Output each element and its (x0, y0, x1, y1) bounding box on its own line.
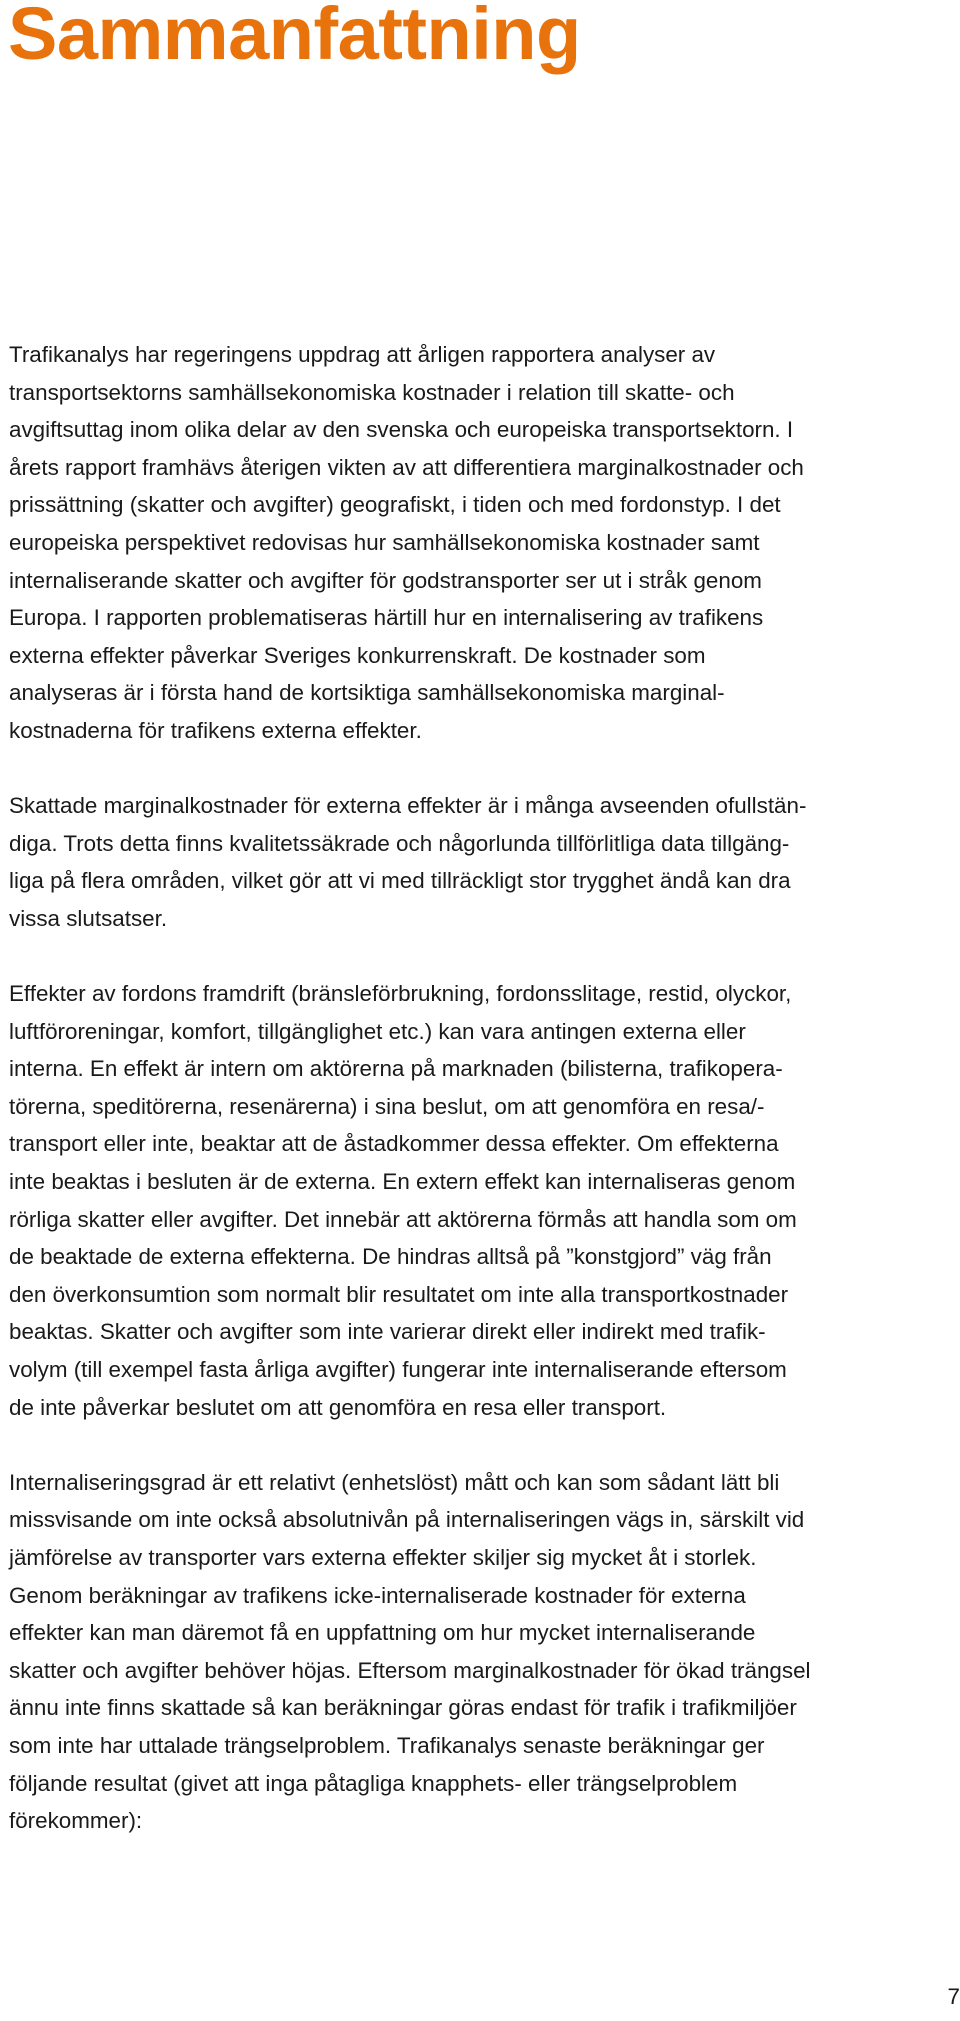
text-line: de beaktade de externa effekterna. De hindras alltså på ”konstgjord” väg från (9, 1244, 772, 1270)
text-line: förekommer): (9, 1808, 143, 1834)
text-line: effekter kan man däremot få en uppfattning om hur mycket internaliserande (9, 1620, 756, 1646)
text-line: kostnaderna för trafikens externa effekter. (9, 717, 422, 743)
text-line: inte beaktas i besluten är de externa. En extern effekt kan internaliseras genom (9, 1169, 796, 1195)
text-line: interna. En effekt är intern om aktörerna på marknaden (bilisterna, trafikopera- (9, 1056, 783, 1082)
page-number: 7 (947, 1984, 960, 2009)
text-line: Effekter av fordons framdrift (bränsleförbrukning, fordonsslitage, restid, olyckor, (9, 981, 792, 1007)
text-line: den överkonsumtion som normalt blir resultatet om inte alla transportkostnader (9, 1281, 789, 1307)
text-line: årets rapport framhävs återigen vikten av att differentiera marginalkostnader och (9, 454, 804, 480)
text-line: liga på flera områden, vilket gör att vi med tillräckligt stor trygghet ändå kan dra (9, 868, 791, 894)
text-line: ännu inte finns skattade så kan beräkningar göras endast för trafik i trafikmiljöer (9, 1695, 797, 1721)
text-line: luftföroreningar, komfort, tillgänglighet etc.) kan vara antingen externa eller (9, 1018, 746, 1044)
text-line: transportsektorns samhällsekonomiska kostnader i relation till skatte- och (9, 379, 735, 405)
text-line: Europa. I rapporten problematiseras härtill hur en internalisering av trafikens (9, 605, 764, 631)
text-line: vissa slutsatser. (9, 905, 168, 931)
text-line: Internaliseringsgrad är ett relativt (enhetslöst) mått och kan som sådant lätt bli (9, 1469, 780, 1495)
text-line: beaktas. Skatter och avgifter som inte varierar direkt eller indirekt med trafik- (9, 1319, 766, 1345)
text-line: volym (till exempel fasta årliga avgifter) fungerar inte internaliserande eftersom (9, 1357, 787, 1383)
paragraph-internalisation (9, 1464, 960, 1840)
text-line: de inte påverkar beslutet om att genomföra en resa eller transport. (9, 1394, 667, 1420)
text-line: jämförelse av transporter vars externa effekter skiljer sig mycket åt i storlek. (9, 1545, 757, 1570)
text-line: diga. Trots detta finns kvalitetssäkrade och någorlunda tillförlitliga data tillgäng- (9, 830, 790, 856)
paragraph-data-quality (9, 787, 960, 937)
text-line: analyseras är i första hand de kortsiktiga samhällsekonomiska marginal- (9, 680, 725, 706)
text-line: Genom beräkningar av trafikens icke-internaliserade kostnader för externa (9, 1582, 746, 1608)
paragraph-external-effects (9, 975, 960, 1426)
text-line: internaliserande skatter och avgifter för godstransporter ser ut i stråk genom (9, 567, 762, 593)
paragraph-intro (9, 336, 960, 750)
text-line: missvisande om inte också absolutnivån på internaliseringen vägs in, särskilt vid (9, 1507, 805, 1533)
page-title: Sammanfattning (8, 0, 581, 75)
text-line: prissättning (skatter och avgifter) geografiskt, i tiden och med fordonstyp. I det (9, 492, 781, 518)
text-line: europeiska perspektivet redovisas hur samhällsekonomiska kostnader samt (9, 529, 760, 555)
text-line: skatter och avgifter behöver höjas. Eftersom marginalkostnader för ökad trängsel (9, 1657, 811, 1683)
text-line: törerna, speditörerna, resenärerna) i sina beslut, om att genomföra en resa/- (9, 1093, 765, 1119)
text-line: externa effekter påverkar Sveriges konkurrenskraft. De kostnader som (9, 642, 706, 668)
text-line: följande resultat (givet att inga påtagliga knapphets- eller trängselproblem (9, 1770, 738, 1796)
text-line: Trafikanalys har regeringens uppdrag att årligen rapportera analyser av (9, 342, 716, 367)
body-text (9, 336, 960, 1840)
text-line: avgiftsuttag inom olika delar av den svenska och europeiska transportsektorn. I (9, 417, 794, 443)
text-line: transport eller inte, beaktar att de åstadkommer dessa effekter. Om effekterna (9, 1131, 779, 1157)
text-line: rörliga skatter eller avgifter. Det innebär att aktörerna förmås att handla som om (9, 1206, 797, 1232)
text-line: Skattade marginalkostnader för externa effekter är i många avseenden ofullstän- (9, 793, 807, 819)
text-line: som inte har uttalade trängselproblem. Trafikanalys senaste beräkningar ger (9, 1732, 765, 1758)
